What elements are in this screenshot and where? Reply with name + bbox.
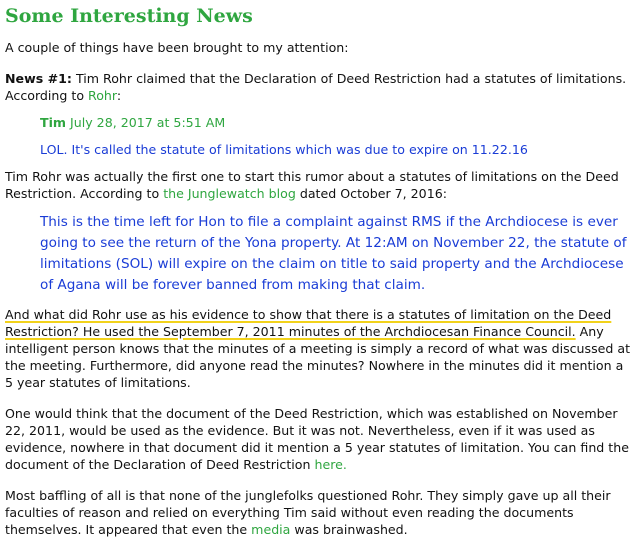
rumor-after: dated October 7, 2016: (295, 186, 447, 201)
here-link[interactable]: here. (314, 457, 347, 472)
intro-paragraph: A couple of things have been brought to my attention: (5, 40, 349, 55)
blockquote: This is the time left for Hon to file a complaint against RMS if the Archdiocese is ever going to see the return of the Yona property. At 12:AM on November 22, the statute of limitations (SOL) will expire on the claim on title to said property and the Archdiocese of Agana will be forever banned from making that claim. (40, 214, 627, 293)
rumor-paragraph (5, 168, 635, 202)
media-link[interactable]: media (251, 522, 291, 537)
junglewatch-link[interactable]: the Junglewatch blog (163, 186, 296, 201)
baffling-text: Most baffling of all is that none of the junglefolks questioned Rohr. They simply gave up all their faculties of reason and relied on everything Tim said without even reading the documents themselves. It appeared that even the (5, 488, 611, 537)
highlighted-text: And what did Rohr use as his evidence to show that there is a statutes of limitation on the Deed Restriction? He used the September 7, 2011 minutes of the Archdiocesan Finance Council. (5, 307, 612, 339)
news1-text: Tim Rohr claimed that the Declaration of Deed Restriction had a statutes of limitations. According to (5, 71, 627, 103)
comment-header (40, 114, 635, 131)
post-title: Some Interesting News (5, 5, 253, 27)
baffling-paragraph (5, 487, 635, 538)
comment-date: July 28, 2017 at 5:51 AM (66, 115, 226, 130)
news1-label: News #1: (5, 71, 72, 86)
article (5, 4, 635, 538)
comment-body: LOL. It's called the statute of limitations which was due to expire on 11.22.16 (40, 142, 528, 157)
baffling-after: was brainwashed. (290, 522, 408, 537)
news1-after: : (116, 88, 122, 103)
comment-author: Tim (40, 115, 67, 130)
news1-paragraph (5, 70, 635, 104)
evidence-paragraph (5, 306, 635, 391)
deed-paragraph (5, 405, 635, 473)
quoted-comment (40, 114, 635, 158)
rumor-text: Tim Rohr was actually the first one to start this rumor about a statutes of limitations on the Deed Restriction. According to (5, 169, 619, 201)
deed-text: One would think that the document of the Deed Restriction, which was established on November 22, 2011, would be used as the evidence. But it was not. Nevertheless, even if it was used as evidence, nowhere in that document did it mention a 5 year statutes of limitation. You can find the document of the Declaration of Deed Restriction (5, 406, 629, 472)
rohr-link[interactable]: Rohr (88, 88, 117, 103)
evidence-rest: Any intelligent person knows that the minutes of a meeting is simply a record of what was discussed at the meeting. Furthermore, did anyone read the minutes? Nowhere in the minutes did it mention a 5 year statutes of limitations. (5, 324, 631, 390)
